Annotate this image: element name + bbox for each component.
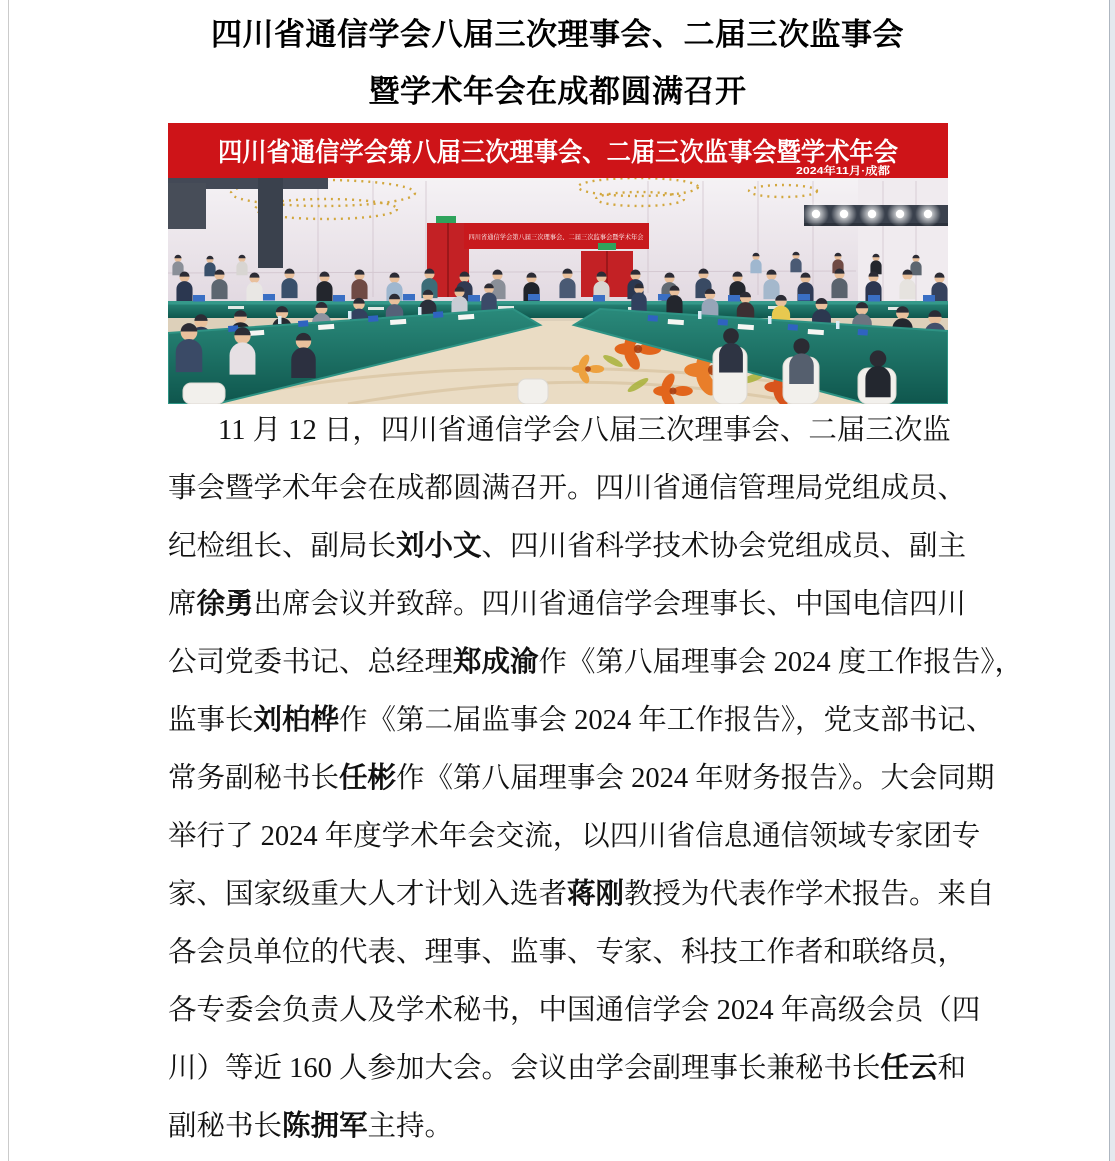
article-title-line2: 暨学术年会在成都圆满召开 (368, 74, 747, 109)
person-name: 徐勇 (196, 589, 254, 620)
paragraph-line (168, 402, 951, 460)
person-name: 蒋刚 (567, 879, 625, 910)
text-segment: 11 月 12 日，四川省通信学会八届三次理事会、二届三次监 (218, 415, 951, 446)
person-name: 任云 (880, 1053, 938, 1084)
text-segment: 事会暨学术年会在成都圆满召开。四川省通信管理局党组成员、 (168, 473, 967, 504)
paragraph-line (168, 692, 995, 750)
text-segment: 举行了 2024 年度学术年会交流，以四川省信息通信领域专家团专 (168, 821, 981, 852)
paragraph-line (168, 460, 967, 518)
text-segment: 常务副秘书长 (168, 763, 340, 794)
photo-banner (168, 123, 948, 178)
article-paragraph (168, 402, 1024, 1156)
paragraph-line (168, 634, 1024, 692)
text-segment: 家、国家级重大人才计划入选者 (168, 879, 568, 910)
text-segment: 各会员单位的代表、理事、监事、专家、科技工作者和联络员， (168, 937, 967, 968)
text-segment: 川）等近 160 人参加大会。会议由学会副理事长兼秘书长 (168, 1053, 881, 1084)
text-segment: 教授为代表作学术报告。来自 (624, 879, 995, 910)
text-segment: 作《第八届理事会 2024 年财务报告》。大会同期 (396, 763, 995, 794)
person-name: 刘小文 (396, 531, 482, 562)
person-name: 陈拥军 (282, 1111, 368, 1142)
paragraph-line (168, 866, 995, 924)
paragraph-line (168, 576, 967, 634)
paragraph-line (168, 982, 981, 1040)
text-segment: 纪检组长、副局长 (168, 531, 397, 562)
wall-banner-text: 四川省通信学会第八届三次理事会、二届三次监事会暨学术年会 (468, 234, 651, 241)
text-segment: 副秘书长 (168, 1111, 283, 1142)
conference-photo (168, 123, 948, 404)
paragraph-line (168, 1098, 948, 1156)
photo-banner-title: 四川省通信学会第八届三次理事会、二届三次监事会暨学术年会 (218, 137, 898, 167)
spotlights (803, 201, 941, 227)
paragraph-line (168, 518, 967, 576)
paragraph-line (168, 750, 995, 808)
text-segment: 作《第八届理事会 2024 度工作报告》， (538, 647, 1024, 678)
paragraph-line (168, 808, 981, 866)
text-segment: 和 (937, 1053, 967, 1084)
article-title (60, 6, 1055, 120)
text-segment: 、四川省科学技术协会党组成员、副主 (481, 531, 967, 562)
text-segment: 主持。 (367, 1111, 454, 1142)
text-segment: 席 (168, 589, 197, 620)
text-segment: 各专委会负责人及学术秘书，中国通信学会 2024 年高级会员（四 (168, 995, 981, 1026)
text-segment: 公司党委书记、总经理 (168, 647, 454, 678)
person-name: 任彬 (339, 763, 397, 794)
person-name: 郑成渝 (453, 647, 539, 678)
text-segment: 出席会议并致辞。四川省通信学会理事长、中国电信四川 (253, 589, 967, 620)
page-edge-left (8, 0, 9, 1161)
paragraph-line (168, 924, 967, 982)
text-segment: 作《第二届监事会 2024 年工作报告》，党支部书记、 (339, 705, 995, 736)
text-segment: 监事长 (168, 705, 254, 736)
truss-right (803, 201, 948, 227)
page-edge-right (1109, 0, 1115, 1161)
photo-banner-date: 2024年11月·成都 (796, 165, 876, 177)
article-title-line1: 四川省通信学会八届三次理事会、二届三次监事会 (211, 17, 904, 52)
wall-banner (464, 223, 649, 249)
person-name: 刘柏桦 (253, 705, 340, 736)
paragraph-line (168, 1040, 967, 1098)
